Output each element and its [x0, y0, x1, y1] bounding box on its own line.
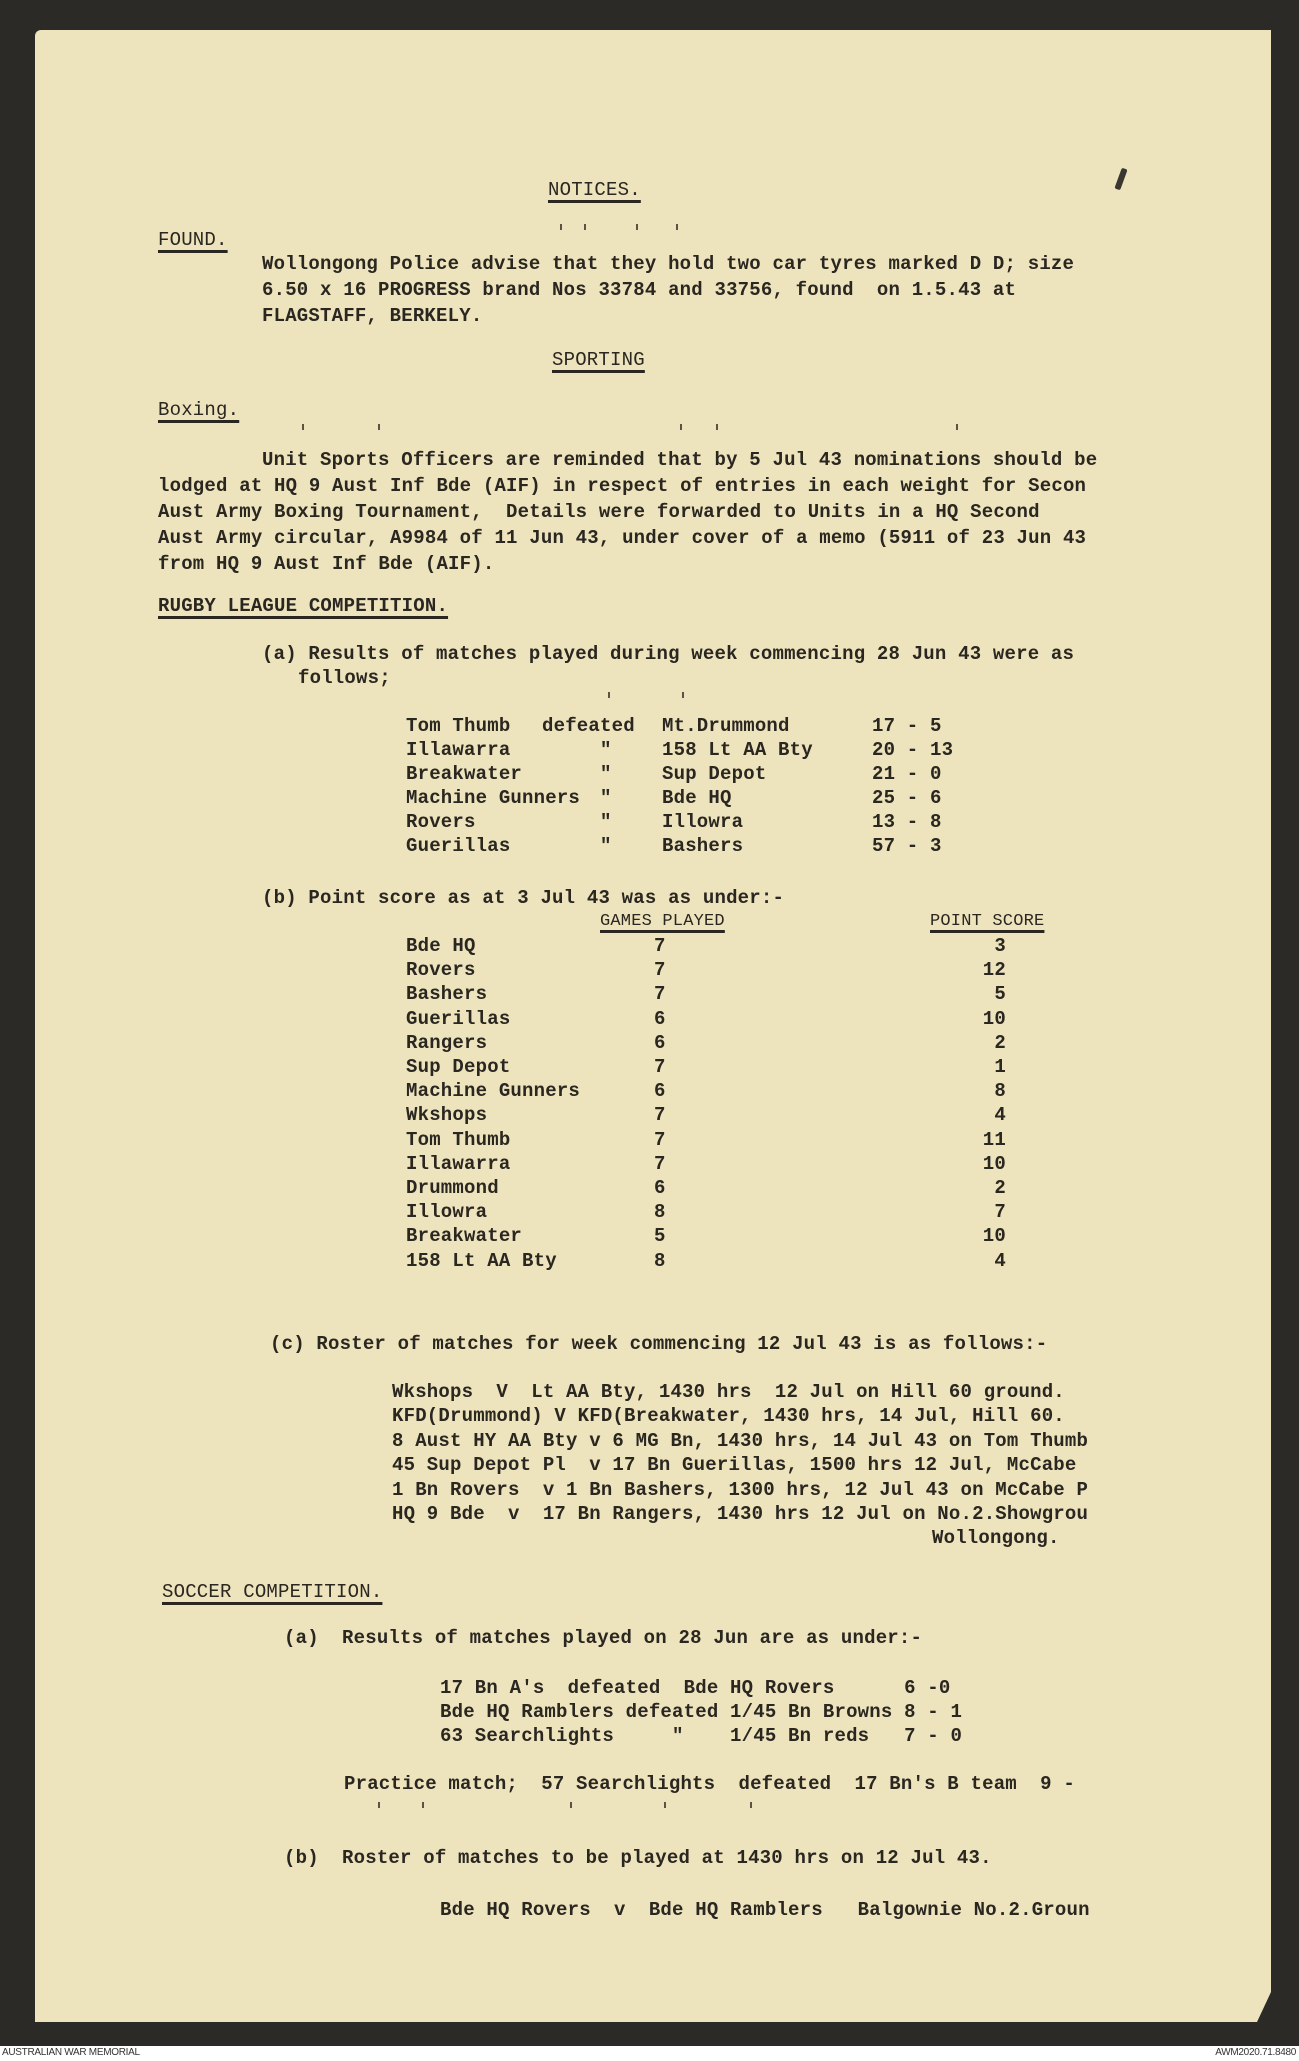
soccer-practice-match: Practice match; 57 Searchlights defeated 17 Bn's B team 9 -	[344, 1773, 1075, 1795]
verb: "	[600, 739, 612, 761]
loser: Illowra	[662, 811, 744, 833]
point-score: 10	[982, 1225, 1006, 1248]
point-score: 11	[982, 1128, 1006, 1151]
loser: 158 Lt AA Bty	[662, 739, 813, 761]
winner: Rovers	[406, 811, 476, 833]
found-line: 6.50 x 16 PROGRESS brand Nos 33784 and 33756, found on 1.5.43 at	[262, 279, 1017, 301]
point-score: 4	[994, 1104, 1006, 1127]
soccer-heading: SOCCER COMPETITION.	[162, 1581, 383, 1603]
registration-tick-mark	[956, 424, 958, 430]
team-name: Machine Gunners	[406, 1080, 581, 1103]
winner: Guerillas	[406, 835, 511, 857]
found-line: FLAGSTAFF, BERKELY.	[262, 305, 483, 327]
soccer-roster-intro: (b) Roster of matches to be played at 1430 hrs on 12 Jul 43.	[284, 1847, 992, 1869]
games-played: 6	[654, 1177, 666, 1199]
rugby-results-intro: follows;	[298, 667, 391, 689]
soccer-result: Bde HQ Ramblers defeated 1/45 Bn Browns 8 - 1	[440, 1701, 963, 1723]
registration-tick-mark	[608, 692, 610, 698]
point-score: 5	[994, 983, 1006, 1006]
registration-tick-mark	[378, 424, 380, 430]
registration-tick-mark	[682, 692, 684, 698]
boxing-line: Aust Army circular, A9984 of 11 Jun 43, under cover of a memo (5911 of 23 Jun 43	[158, 527, 1087, 549]
found-line: Wollongong Police advise that they hold two car tyres marked D D; size	[262, 253, 1075, 275]
point-score: 4	[994, 1249, 1006, 1272]
games-played: 6	[654, 1007, 666, 1030]
point-score: 12	[982, 959, 1006, 982]
point-score: 2	[994, 1031, 1006, 1054]
registration-tick-mark	[378, 1802, 380, 1808]
roster-line: HQ 9 Bde v 17 Bn Rangers, 1430 hrs 12 Jul on No.2.Showgrou	[392, 1503, 1089, 1525]
team-name: Wkshops	[406, 1104, 488, 1127]
soccer-result: 17 Bn A's defeated Bde HQ Rovers 6 -0	[440, 1677, 951, 1699]
rugby-roster-intro: (c) Roster of matches for week commencing 12 Jul 43 is as follows:-	[270, 1333, 1048, 1355]
verb: "	[600, 787, 612, 809]
registration-tick-mark	[422, 1802, 424, 1808]
footer-accession-number: AWM2020.71.8480	[1215, 2047, 1296, 2058]
team-name: Guerillas	[406, 1007, 511, 1030]
roster-line: 8 Aust HY AA Bty v 6 MG Bn, 1430 hrs, 14 Jul 43 on Tom Thumb	[392, 1429, 1089, 1452]
roster-line: 1 Bn Rovers v 1 Bn Bashers, 1300 hrs, 12 Jul 43 on McCabe P	[392, 1478, 1089, 1501]
soccer-results-intro: (a) Results of matches played on 28 Jun are as under:-	[284, 1627, 923, 1649]
games-played: 8	[654, 1249, 666, 1272]
rugby-results-intro: (a) Results of matches played during week commencing 28 Jun 43 were as	[262, 643, 1075, 665]
footer-strip	[0, 2046, 1299, 2061]
team-name: Drummond	[406, 1177, 499, 1199]
winner: Machine Gunners	[406, 787, 581, 809]
boxing-line: from HQ 9 Aust Inf Bde (AIF).	[158, 553, 495, 575]
games-played: 5	[654, 1225, 666, 1248]
sporting-heading: SPORTING	[552, 349, 645, 371]
score: 20 - 13	[872, 739, 954, 761]
soccer-roster: Bde HQ Rovers v Bde HQ Ramblers Balgownie No.2.Groun	[440, 1899, 1090, 1921]
loser: Bde HQ	[662, 787, 732, 809]
registration-tick-mark	[750, 1802, 752, 1808]
point-score: 7	[994, 1201, 1006, 1224]
games-played-header: GAMES PLAYED	[600, 912, 725, 931]
winner: Illawarra	[406, 739, 511, 761]
found-label: FOUND.	[158, 229, 228, 251]
point-score: 1	[994, 1056, 1006, 1078]
team-name: 158 Lt AA Bty	[406, 1249, 557, 1272]
games-played: 7	[654, 1056, 666, 1078]
registration-tick-mark	[716, 424, 718, 430]
games-played: 7	[654, 1128, 666, 1151]
registration-tick-mark	[560, 224, 562, 230]
score: 25 - 6	[872, 787, 942, 809]
games-played: 7	[654, 983, 666, 1006]
games-played: 6	[654, 1080, 666, 1103]
boxing-line: Unit Sports Officers are reminded that by 5 Jul 43 nominations should be	[262, 449, 1098, 471]
games-played: 7	[654, 1152, 666, 1175]
score: 57 - 3	[872, 835, 942, 857]
games-played: 8	[654, 1201, 666, 1224]
point-score: 8	[994, 1080, 1006, 1103]
point-score: 2	[994, 1177, 1006, 1199]
loser: Mt.Drummond	[662, 715, 790, 737]
team-name: Illowra	[406, 1201, 488, 1224]
team-name: Bde HQ	[406, 935, 476, 957]
roster-line: Wkshops V Lt AA Bty, 1430 hrs 12 Jul on Hill 60 ground.	[392, 1381, 1065, 1403]
registration-tick-mark	[664, 1802, 666, 1808]
score: 21 - 0	[872, 763, 942, 785]
registration-tick-mark	[680, 424, 682, 430]
point-score-header: POINT SCORE	[930, 912, 1045, 931]
games-played: 7	[654, 959, 666, 982]
loser: Sup Depot	[662, 763, 767, 785]
games-played: 7	[654, 935, 666, 957]
team-name: Breakwater	[406, 1225, 523, 1248]
winner: Breakwater	[406, 763, 523, 785]
paper-torn-corner	[1257, 1992, 1271, 2022]
verb: "	[600, 763, 612, 785]
team-name: Bashers	[406, 983, 488, 1006]
registration-tick-mark	[676, 224, 678, 230]
registration-tick-mark	[302, 424, 304, 430]
boxing-label: Boxing.	[158, 399, 240, 421]
footer-institution: AUSTRALIAN WAR MEMORIAL	[2, 2047, 140, 2058]
winner: Tom Thumb	[406, 715, 511, 737]
rugby-heading: RUGBY LEAGUE COMPETITION.	[158, 595, 449, 617]
boxing-line: Aust Army Boxing Tournament, Details were forwarded to Units in a HQ Second	[158, 501, 1040, 523]
team-name: Illawarra	[406, 1152, 511, 1175]
boxing-line: lodged at HQ 9 Aust Inf Bde (AIF) in respect of entries in each weight for Secon	[158, 475, 1087, 497]
team-name: Rangers	[406, 1031, 488, 1054]
games-played: 6	[654, 1031, 666, 1054]
roster-line: 45 Sup Depot Pl v 17 Bn Guerillas, 1500 hrs 12 Jul, McCabe	[392, 1454, 1077, 1477]
roster-line: KFD(Drummond) V KFD(Breakwater, 1430 hrs, 14 Jul, Hill 60.	[392, 1405, 1065, 1428]
verb: defeated	[542, 715, 635, 737]
soccer-result: 63 Searchlights " 1/45 Bn reds 7 - 0	[440, 1725, 963, 1747]
team-name: Rovers	[406, 959, 476, 982]
point-score: 10	[982, 1007, 1006, 1030]
verb: "	[600, 835, 612, 857]
registration-tick-mark	[570, 1802, 572, 1808]
verb: "	[600, 811, 612, 833]
registration-tick-mark	[584, 224, 586, 230]
rugby-points-intro: (b) Point score as at 3 Jul 43 was as under:-	[262, 887, 785, 909]
point-score: 3	[994, 935, 1006, 957]
loser: Bashers	[662, 835, 744, 857]
score: 13 - 8	[872, 811, 942, 833]
team-name: Sup Depot	[406, 1056, 511, 1078]
roster-line: Wollongong.	[932, 1527, 1060, 1550]
point-score: 10	[982, 1152, 1006, 1175]
registration-tick-mark	[636, 224, 638, 230]
games-played: 7	[654, 1104, 666, 1127]
notices-heading: NOTICES.	[548, 179, 641, 201]
team-name: Tom Thumb	[406, 1128, 511, 1151]
score: 17 - 5	[872, 715, 942, 737]
